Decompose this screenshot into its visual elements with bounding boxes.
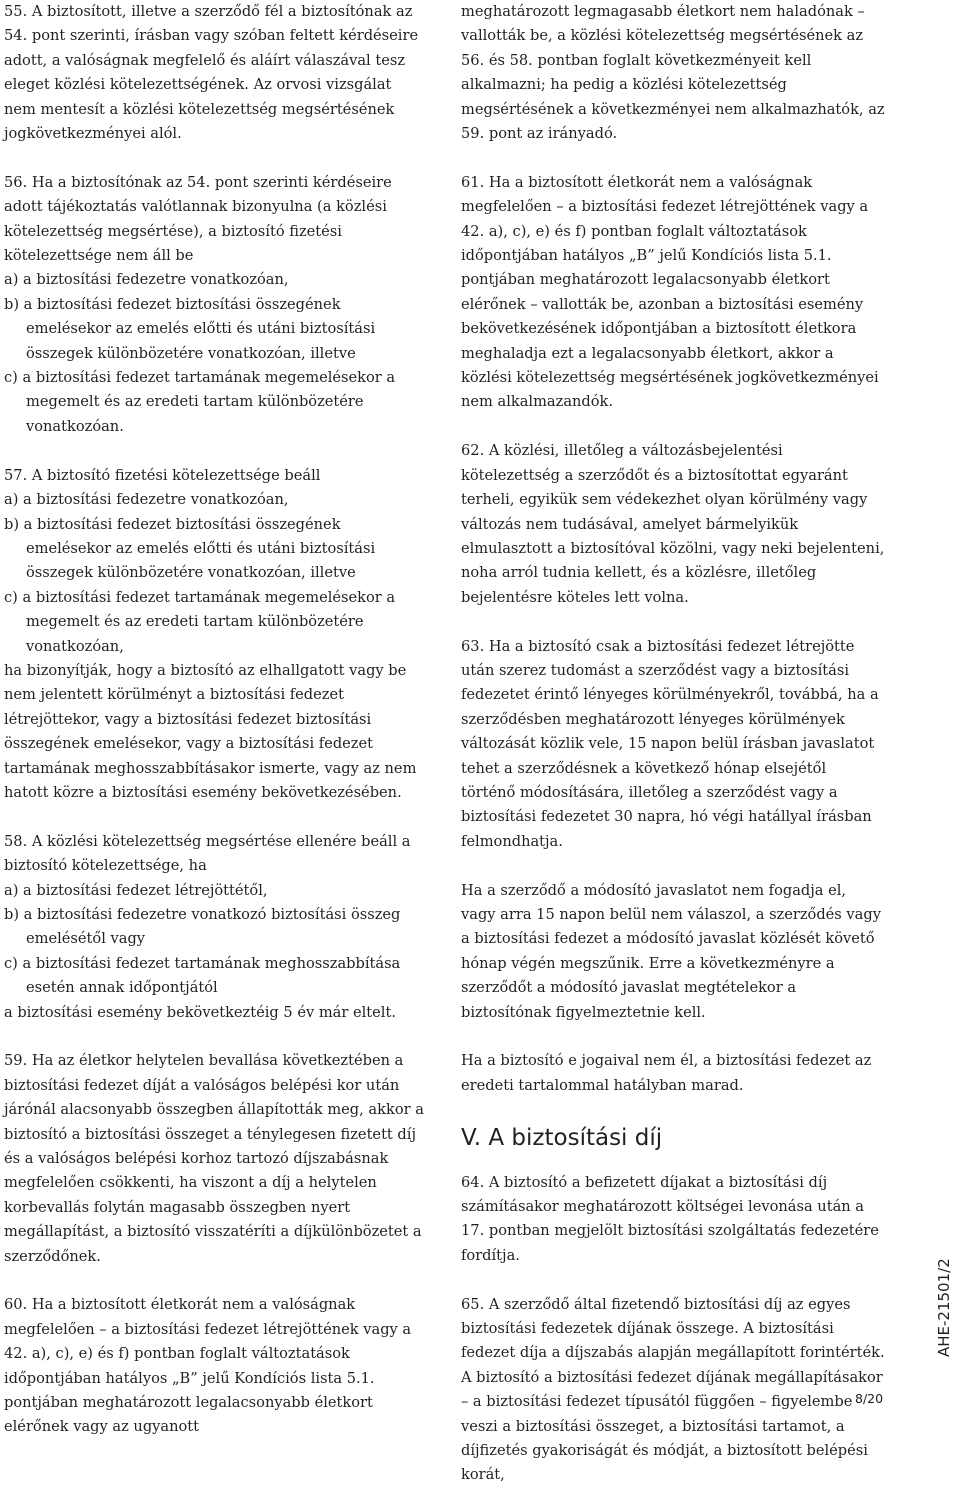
paragraph-58-item-c: c) a biztosítási fedezet tartamának meghosszabbítása esetén annak időpontjától <box>4 954 401 997</box>
paragraph-62: 62. A közlési, illetőleg a változásbejelentési kötelezettség a szerződőt és a biztosítottat egyaránt terheli, egyikük sem védekezhet olyan körülmény vagy változás nem tudásával, amelyet bármelyikük elmulasztott a biztosítóval közölni, vagy neki bejelenteni, noha arról tudnia kellett, és a közlésre, illetőleg bejelentésre köteles lett volna. <box>461 442 885 606</box>
document-code: AHE-21501/2 <box>935 1258 953 1357</box>
paragraph-60-continued: meghatározott legmagasabb életkort nem haladónak – vallották be, a közlési kötelezettség megsértésének az 56. és 58. pontban foglalt következményeit kell alkalmazni; ha pedig a közlési kötelezettség megsértésének a következményei nem alkalmazhatók, az 59. pont az irányadó. <box>461 3 885 143</box>
paragraph-57 <box>4 464 424 806</box>
paragraph-55: 55. A biztosított, illetve a szerződő fél a biztosítónak az 54. pont szerinti, írásban vagy szóban feltett kérdéseire adott, a valóságnak megfelelő és aláírt válaszával tesz eleget közlési kötelezettségének. Az orvosi vizsgálat nem mentesít a közlési kötelezettség megsértésének jogkövetkezményei alól. <box>4 3 419 143</box>
paragraph-57-item-b: b) a biztosítási fedezet biztosítási összegének emelésekor az emelés előtti és utáni biztosítási összegek különbözetére vonatkozóan, illetve <box>4 515 376 582</box>
paragraph-56-item-a: a) a biztosítási fedezetre vonatkozóan, <box>4 271 289 289</box>
section-heading: V. A biztosítási díj <box>461 1124 663 1151</box>
paragraph-57-item-c: c) a biztosítási fedezet tartamának megemelésekor a megemelt és az eredeti tartam különbözetére vonatkozóan, <box>4 588 396 655</box>
paragraph-63: 63. Ha a biztosító csak a biztosítási fedezet létrejötte után szerez tudomást a szerződést vagy a biztosítási fedezetet érintő lényeges körülményekről, továbbá, ha a szerződésben meghatározott lényeges körülmények változását közlik vele, 15 napon belül írásban javaslatot tehet a szerződésnek a következő hónap elsejétől történő módosítására, illetőleg a szerződést vagy a biztosítási fedezetet 30 napra, hó végi hatállyal írásban felmondhatja. <box>461 637 879 850</box>
paragraph-58-item-b: b) a biztosítási fedezetre vonatkozó biztosítási összeg emelésétől vagy <box>4 905 401 948</box>
paragraph-61: 61. Ha a biztosított életkorát nem a valóságnak megfelelően – a biztosítási fedezet létrejöttének vagy a 42. a), c), e) és f) pontban foglalt változtatások időpontjában hatályos „B” jelű Kondíciós lista 5.1. pontjában meghatározott legalacsonyabb életkort elérőnek – vallották be, azonban a biztosítási esemény bekövetkezésének időpontjában a biztosított életkora meghaladja ezt a legalacsonyabb életkort, akkor a közlési kötelezettség megsértésének jogkövetkezményei nem alkalmazandók. <box>461 173 879 411</box>
paragraph-57-item-a: a) a biztosítási fedezetre vonatkozóan, <box>4 491 289 509</box>
paragraph-63-second: Ha a szerződő a módosító javaslatot nem fogadja el, vagy arra 15 napon belül nem válaszol, a szerződés vagy a biztosítási fedezet a módosító javaslat közlését követő hónap végén megszűnik. Erre a következményre a szerződőt a módosító javaslat megtételekor a biztosítónak figyelmeztetnie kell. <box>461 881 881 1021</box>
paragraph-58 <box>4 830 424 1025</box>
right-column <box>461 0 885 1512</box>
paragraph-56 <box>4 171 424 439</box>
paragraph-60: 60. Ha a biztosított életkorát nem a valóságnak megfelelően – a biztosítási fedezet létrejöttének vagy a 42. a), c), e) és f) pontban foglalt változtatások időpontjában hatályos „B” jelű Kondíciós lista 5.1. pontjában meghatározott legalacsonyabb életkort elérőnek vagy az ugyanott <box>4 1296 412 1436</box>
paragraph-65: 65. A szerződő által fizetendő biztosítási díj az egyes biztosítási fedezetek díjának összege. A biztosítási fedezet díja a díjszabás alapján megállapított forintérték. A biztosító a biztosítási fedezet díjának megállapításakor – a biztosítási fedezet típusától függően – figyelembe veszi a biztosítási összeget, a biztosítási tartamot, a díjfizetés gyakoriságát és módját, a biztosított belépési korát, <box>461 1295 885 1484</box>
paragraph-64: 64. A biztosító a befizetett díjakat a biztosítási díj számításakor meghatározott költségei levonása után a 17. pontban megjelölt biztosítási szolgáltatás fedezetére fordítja. <box>461 1173 879 1264</box>
paragraph-63-third: Ha a biztosító e jogaival nem él, a biztosítási fedezet az eredeti tartalommal hatályban marad. <box>461 1052 872 1094</box>
paragraph-56-intro: 56. Ha a biztosítónak az 54. pont szerinti kérdéseire adott tájékoztatás valótlannak bizonyulna (a közlési kötelezettség megsértése), a biztosító fizetési kötelezettsége nem áll be <box>4 173 392 265</box>
left-column <box>4 0 424 1464</box>
paragraph-56-item-c: c) a biztosítási fedezet tartamának megemelésekor a megemelt és az eredeti tartam különbözetére vonatkozóan. <box>4 369 396 435</box>
paragraph-59: 59. Ha az életkor helytelen bevallása következtében a biztosítási fedezet díját a valóságos belépési kor után járónál alacsonyabb összegben állapították meg, akkor a biztosító a biztosítási összeget a ténylegesen fizetett díj és a valóságos belépési korhoz tartozó díjszabásnak megfelelően csökkenti, ha viszont a díj a helytelen korbevallás folytán magasabb összegben nyert megállapítást, a biztosító visszatéríti a díjkülönbözetet a szerződőnek. <box>4 1052 424 1265</box>
paragraph-56-item-b: b) a biztosítási fedezet biztosítási összegének emelésekor az emelés előtti és utáni biztosítási összegek különbözetére vonatkozóan, illetve <box>4 295 376 362</box>
paragraph-57-outro: ha bizonyítják, hogy a biztosító az elhallgatott vagy be nem jelentett körülményt a biztosítási fedezet létrejöttekor, vagy a biztosítási fedezet biztosítási összegének emelésekor, vagy a biztosítási fedezet tartamának meghosszabbításakor ismerte, vagy az nem hatott közre a biztosítási esemény bekövetkezésében. <box>4 661 417 801</box>
paragraph-57-intro: 57. A biztosító fizetési kötelezettsége beáll <box>4 466 321 484</box>
page-number: 8/20 <box>855 1391 884 1406</box>
paragraph-58-outro: a biztosítási esemény bekövetkeztéig 5 év már eltelt. <box>4 1003 396 1021</box>
paragraph-58-intro: 58. A közlési kötelezettség megsértése ellenére beáll a biztosító kötelezettsége, ha <box>4 832 411 875</box>
paragraph-58-item-a: a) a biztosítási fedezet létrejöttétől, <box>4 881 268 899</box>
